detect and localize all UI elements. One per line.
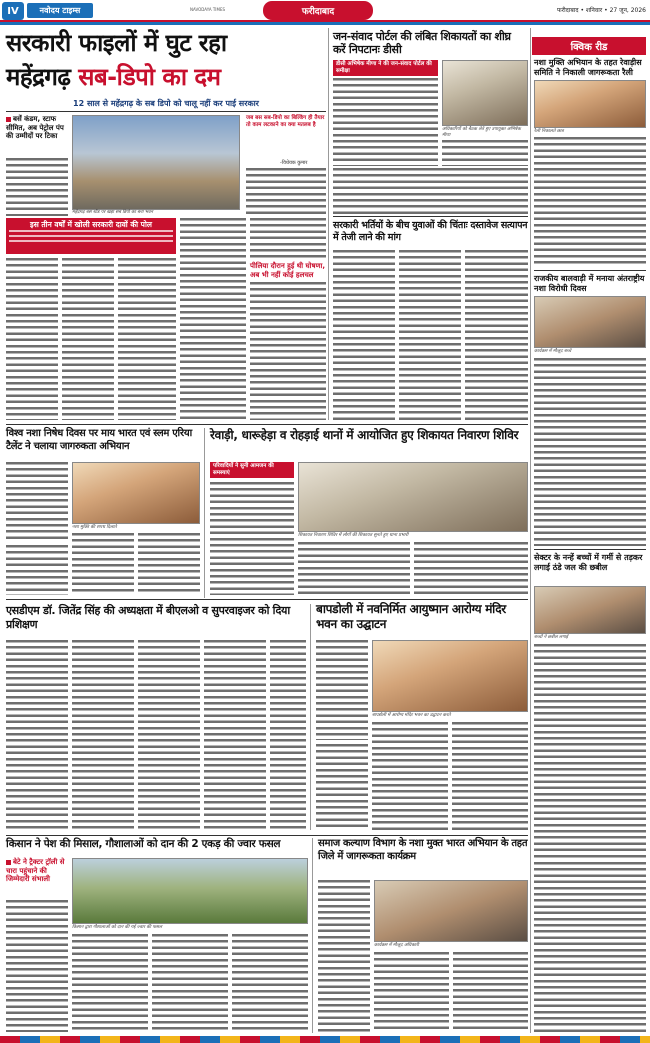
column-divider xyxy=(204,428,205,598)
lead-text-col4 xyxy=(118,258,176,420)
divider xyxy=(333,216,528,217)
lead-bullet: बसें कंडम, स्टाफ सीमित, अब पेट्रोल पंप की उम्मीदों पर टिका xyxy=(6,115,64,140)
rally-photo xyxy=(534,80,646,128)
nasha-text3 xyxy=(72,533,134,595)
jansamvad-text3 xyxy=(333,168,528,214)
lead-headline-line1: सरकारी फाइलों में घुट रहा xyxy=(6,29,227,57)
meeting-photo xyxy=(442,60,528,126)
pledge-photo-caption: नशा मुक्ति की शपथ दिलाते xyxy=(72,525,117,530)
training-text1 xyxy=(6,640,68,830)
arogya-text4 xyxy=(316,744,368,830)
divider xyxy=(6,599,528,600)
date-line: फरीदाबाद • शनिवार • 27 जून, 2026 xyxy=(557,7,646,14)
divider xyxy=(6,111,326,112)
arogya-headline: बापडोली में नवनिर्मित आयुष्मान आरोग्य मंदिर भवन का उद्घाटन xyxy=(316,602,506,631)
camp-photo xyxy=(298,462,528,532)
shivir-headline: रेवाड़ी, धारूहेड़ा व रोहड़ाई थानों में आयोजित हुए शिकायत निवारण शिविर xyxy=(210,428,519,442)
shivir-text3 xyxy=(414,542,528,595)
divider xyxy=(534,270,646,271)
city-tab: फरीदाबाद xyxy=(263,1,373,20)
nasha-text4 xyxy=(138,533,200,595)
bullet-square-icon xyxy=(6,860,11,865)
sidebar-item3-text xyxy=(534,644,646,858)
jansamvad-text2 xyxy=(442,140,528,166)
lead-text-col5 xyxy=(180,218,246,420)
page-number: IV xyxy=(2,2,24,20)
pull-quote: जब बस सब-डिपो का बिल्डिंग ही तैयार तो काम लटकाने का क्या मतलब है xyxy=(246,115,325,128)
quick-read-header: क्विक रीड xyxy=(532,37,646,55)
lead-inner-head: पीलिया दौरान हुई थी घोषणा, अब भी नहीं कोई हलचल xyxy=(250,262,326,279)
sidebar-item1-text xyxy=(534,137,646,267)
sidebar-item1-title: नशा मुक्ति अभियान के तहत रेवाड़ीस समिति ने निकाली जागरूकता रैली xyxy=(534,58,642,77)
children-photo xyxy=(534,586,646,634)
lead-headline-accent: सब-डिपो का दम xyxy=(78,63,221,91)
sidebar-item3-title: सेक्टर के नन्हें बच्चों में गर्मी से तड़कर लगाई ठंडे जल की छबील xyxy=(534,553,643,572)
arogya-photo-caption: बापडोली में आरोग्य मंदिर भवन का उद्घाटन करते xyxy=(372,713,451,718)
recruitment-text3 xyxy=(465,250,528,420)
camp-photo-caption: शिकायत निवारण शिविर में लोगों की शिकायत सुनते हुए थाना प्रभारी xyxy=(298,533,409,538)
lead-headline-part: महेंद्रगढ़ xyxy=(6,63,79,91)
lead-photo-caption: महेंद्रगढ़ बस स्टैंड पर खड़ा सब डिपो का बना भवन xyxy=(72,210,154,215)
sidebar-item2-text xyxy=(534,358,646,546)
header-rule xyxy=(0,22,650,25)
farmer-text2 xyxy=(72,934,148,1032)
samaj-kalyan-headline: समाज कल्याण विभाग के नशा मुक्त भारत अभियान के तहत जिले में जागरूकता कार्यक्रम xyxy=(318,838,528,862)
nasha-text2 xyxy=(6,545,68,595)
lead-text-col3 xyxy=(62,258,114,420)
training-text4 xyxy=(204,640,266,830)
arogya-text3 xyxy=(452,722,528,830)
page-header xyxy=(0,0,650,22)
masthead: नवोदय टाइम्स xyxy=(27,3,93,18)
sidebar-divider xyxy=(530,28,531,1033)
training-text2 xyxy=(72,640,134,830)
sidebar-item2-title: राजकीय बालवाड़ी में मनाया अंतराष्ट्रीय नशा विरोधी दिवस xyxy=(534,274,645,293)
quote-author: -विधेयक कुमार xyxy=(280,160,308,166)
masthead-english: NAVODAYA TIMES xyxy=(190,7,226,12)
lead-text-col-right xyxy=(246,168,326,216)
sidebar-tail-text xyxy=(534,862,646,1032)
jansamvad-text1 xyxy=(333,78,438,166)
farmer-text1 xyxy=(6,900,68,1032)
lead-text-col1 xyxy=(6,158,68,216)
highlight-box-title: इस तीन वर्षों में खोली सरकारी दावों की पोल xyxy=(30,220,152,229)
rally-photo-caption: रैली निकालते छात्र xyxy=(534,129,564,134)
lead-text-col6 xyxy=(250,218,326,258)
lead-headline-line2 xyxy=(6,62,326,92)
divider xyxy=(6,424,528,425)
divider xyxy=(6,835,528,836)
school-event-caption: कार्यक्रम में मौजूद बच्चे xyxy=(534,349,572,354)
awareness-photo-caption: कार्यक्रम में मौजूद अधिकारी xyxy=(374,943,419,948)
farmer-bullet: बेटे ने ट्रैक्टर ट्रॉली से चारा पहुंचाने की जिम्मेदारी संभाली xyxy=(6,858,65,883)
column-divider xyxy=(310,604,311,830)
children-photo-caption: बच्चों ने छबील लगाई xyxy=(534,635,568,640)
samaj-text3 xyxy=(453,952,528,1032)
lead-text-col2 xyxy=(6,258,58,420)
arogya-photo xyxy=(372,640,528,712)
column-divider xyxy=(328,28,329,420)
farmer-text3 xyxy=(152,934,228,1032)
jansamvad-headline: जन-संवाद पोर्टल की लंबित शिकायतों का शीघ्र करें निपटानः डीसी xyxy=(333,30,511,56)
awareness-photo xyxy=(374,880,528,942)
recruitment-headline: सरकारी भर्तियों के बीच युवाओं की चिंताः दस्तावेज सत्यापन में तेजी लाने की मांग xyxy=(333,220,528,243)
fodder-field-photo xyxy=(72,858,308,924)
farmer-headline: किसान ने पेश की मिसाल, गौशालाओं को दान की 2 एकड़ की ज्वार फसल xyxy=(6,838,281,850)
training-text3 xyxy=(138,640,200,830)
bus-depot-photo xyxy=(72,115,240,210)
highlight-box-body xyxy=(9,230,173,244)
training-text5 xyxy=(270,640,306,830)
nasha-text1 xyxy=(6,462,68,542)
samaj-text1 xyxy=(318,880,370,1032)
school-event-photo xyxy=(534,296,646,348)
jansamvad-bullet: डीसी अभिषेक मीणा ने की जन-संवाद पोर्टल की समीक्षा xyxy=(333,60,438,76)
shivir-text1 xyxy=(210,482,294,595)
samaj-text2 xyxy=(374,952,449,1032)
training-headline: एसडीएम डॉ. जितेंद्र सिंह की अध्यक्षता में बीएलओ व सुपरवाइजर को दिया प्रशिक्षण xyxy=(6,604,290,631)
shivir-bullet: परिवादियों ने सुनी आमजन की समस्याएं xyxy=(210,462,294,478)
fodder-photo-caption: किसान द्वारा गौशालाओं को दान की गई ज्वार की फसल xyxy=(72,925,163,930)
meeting-photo-caption: अधिकारियों को बैठक लेते हुए उपायुक्त अभिषेक मीणा xyxy=(442,127,521,138)
lead-text-col7 xyxy=(250,282,326,420)
recruitment-text1 xyxy=(333,250,395,420)
pledge-photo xyxy=(72,462,200,524)
lead-subhead: 12 साल से महेंद्रगढ़ के सब डिपो को चालू नहीं कर पाई सरकार xyxy=(73,98,259,108)
nasha-nishedh-headline: विश्व नशा निषेध दिवस पर माय भारत एवं स्लम एरिया टैलेंट ने चलाया जागरुकता अभियान xyxy=(6,428,192,452)
column-divider xyxy=(312,838,313,1033)
farmer-text4 xyxy=(232,934,308,1032)
arogya-text1 xyxy=(316,640,368,740)
arogya-text2 xyxy=(372,722,448,830)
divider xyxy=(534,549,646,550)
highlight-box xyxy=(6,218,176,254)
bullet-square-icon xyxy=(6,117,11,122)
footer-color-bar xyxy=(0,1036,650,1043)
recruitment-text2 xyxy=(399,250,461,420)
shivir-text2 xyxy=(298,542,410,595)
